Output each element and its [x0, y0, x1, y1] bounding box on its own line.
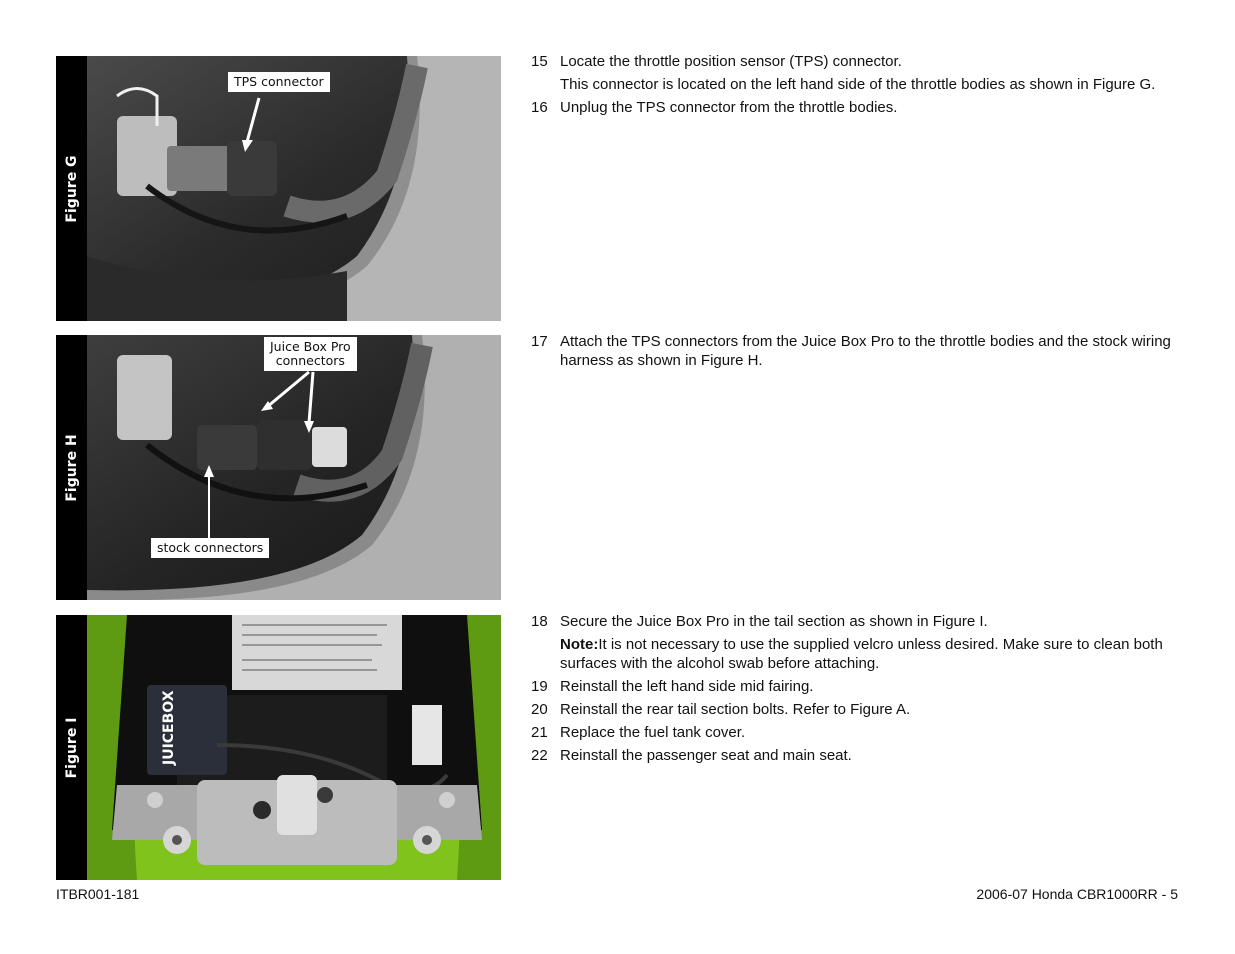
- step-number: 15: [531, 53, 548, 70]
- step-20: [531, 700, 1171, 719]
- figure-i-photo: [87, 615, 501, 880]
- note-text: It is not necessary to use the supplied velcro unless desired. Make sure to clean both surfaces with the alcohol swab before attaching.: [560, 636, 1163, 672]
- step-16: [531, 98, 1171, 117]
- figure-h-tab: [56, 335, 87, 600]
- step-number: 20: [531, 701, 548, 718]
- juicebox-device-label: JUICEBOX: [161, 690, 177, 765]
- figure-g-label: Figure G: [63, 154, 80, 223]
- note-label: Note:: [560, 636, 599, 653]
- step-number: 17: [531, 333, 548, 350]
- figure-h-label: Figure H: [63, 433, 80, 502]
- steps-figure-g: [531, 52, 1171, 121]
- step-text: Replace the fuel tank cover.: [560, 724, 746, 741]
- stock-connectors-callout: stock connectors: [151, 538, 269, 558]
- figure-h-photo: [87, 335, 501, 600]
- step-21: [531, 723, 1171, 742]
- step-22: [531, 746, 1171, 765]
- step-text: Attach the TPS connectors from the Juice Box Pro to the throttle bodies and the stock wiring harness as shown in Figure H.: [560, 333, 1171, 369]
- figure-i-label: Figure I: [63, 717, 80, 778]
- footer-doc-code: ITBR001-181: [56, 886, 140, 902]
- step-number: 18: [531, 613, 548, 630]
- figure-g-tab: [56, 56, 87, 321]
- step-text: Reinstall the left hand side mid fairing.: [560, 678, 814, 695]
- figure-h: [56, 335, 501, 600]
- step-number: 21: [531, 724, 548, 741]
- step-number: 19: [531, 678, 548, 695]
- footer-page-label: 2006-07 Honda CBR1000RR - 5: [976, 886, 1178, 902]
- step-note: [560, 635, 1171, 673]
- steps-figure-i: [531, 612, 1171, 769]
- figure-i-tab: [56, 615, 87, 880]
- step-text: Locate the throttle position sensor (TPS) connector.: [560, 53, 902, 70]
- step-19: [531, 677, 1171, 696]
- figure-g: [56, 56, 501, 321]
- step-number: 22: [531, 747, 548, 764]
- step-number: 16: [531, 99, 548, 116]
- step-15: [531, 52, 1171, 94]
- step-text: Reinstall the rear tail section bolts. Refer to Figure A.: [560, 701, 911, 718]
- tps-connector-callout: TPS connector: [228, 72, 330, 92]
- step-text: Unplug the TPS connector from the throttle bodies.: [560, 99, 898, 116]
- juice-box-pro-connectors-callout: Juice Box Pro connectors: [264, 337, 357, 371]
- step-detail: This connector is located on the left hand side of the throttle bodies as shown in Figure G.: [560, 76, 1156, 93]
- step-text: Reinstall the passenger seat and main seat.: [560, 747, 852, 764]
- step-17: [531, 332, 1171, 370]
- figure-g-photo: [87, 56, 501, 321]
- step-18: [531, 612, 1171, 673]
- steps-figure-h: [531, 332, 1171, 374]
- step-text: Secure the Juice Box Pro in the tail section as shown in Figure I.: [560, 613, 988, 630]
- figure-i: [56, 615, 501, 880]
